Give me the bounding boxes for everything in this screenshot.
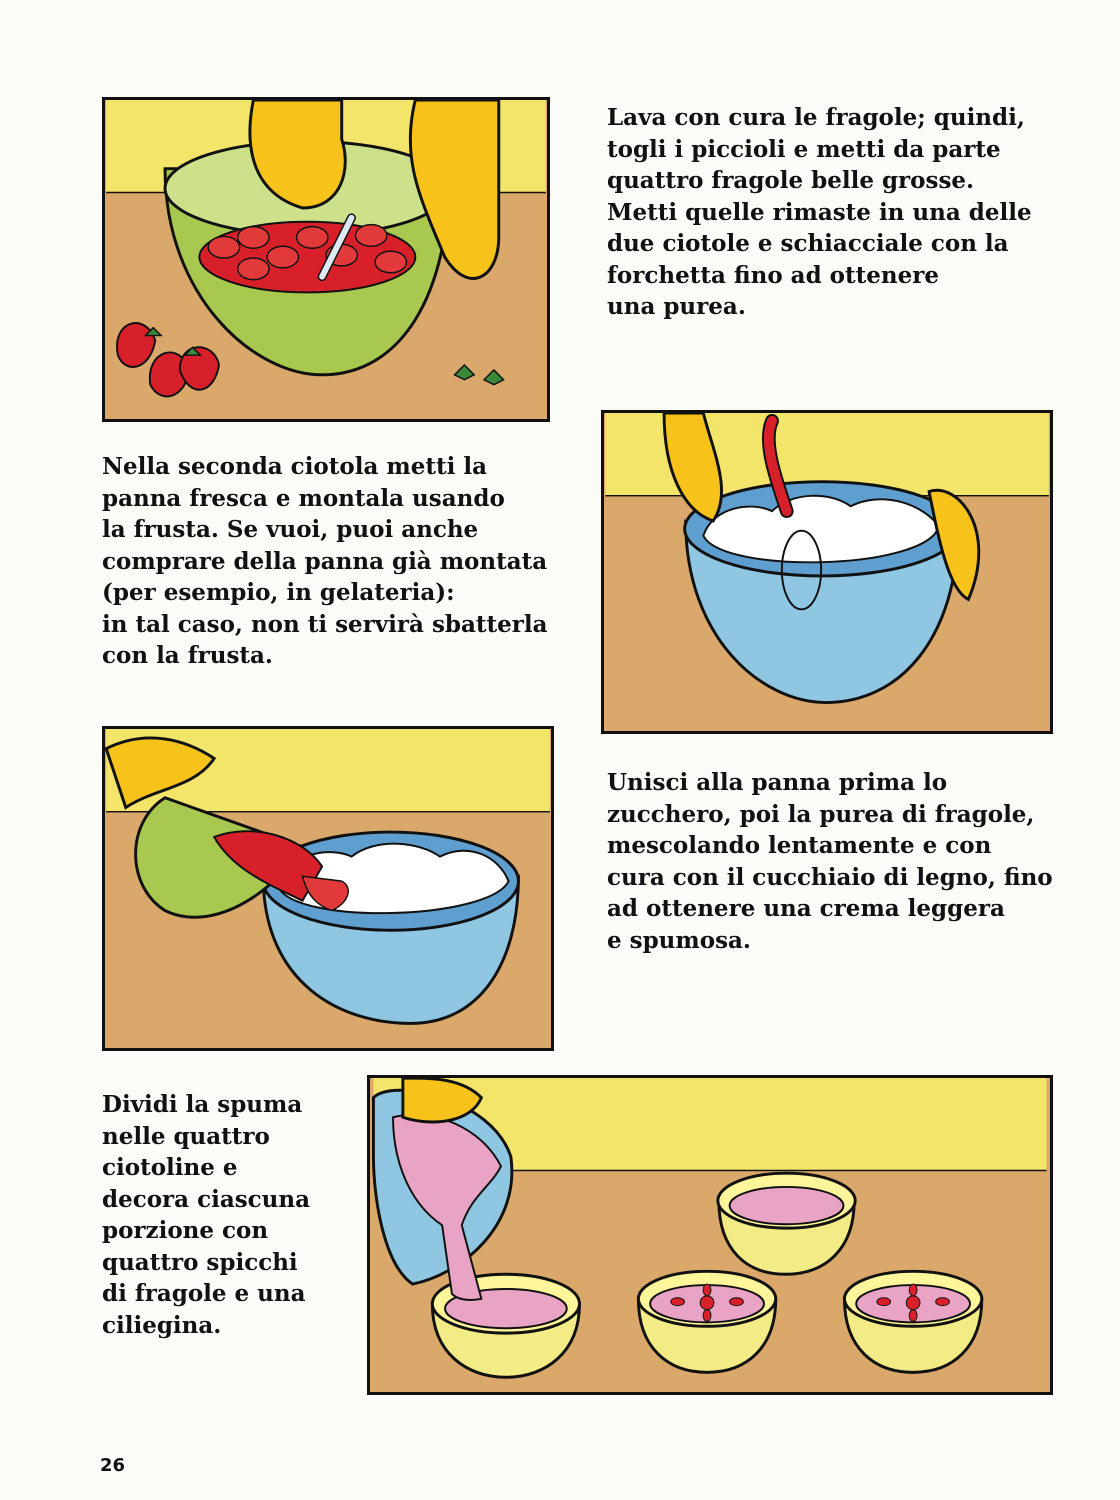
step-1-line: due ciotole e schiacciale con la (607, 230, 1009, 257)
illustration-mash-strawberries (102, 97, 550, 422)
illustration-serve-bowls (367, 1075, 1053, 1395)
page-number: 26 (100, 1455, 126, 1476)
step-2-line: (per esempio, in gelateria): (102, 579, 455, 606)
step-4-line: di fragole e una (102, 1280, 306, 1307)
step-2-line: in tal caso, non ti servirà sbatterla (102, 610, 548, 638)
step-3-text (607, 767, 1053, 956)
step-4-line: decora ciascuna (102, 1185, 311, 1213)
step-3-line: zucchero, poi la purea di fragole, (607, 800, 1035, 828)
step-4-line: ciotoline e (102, 1154, 238, 1181)
step-4-line: porzione con (102, 1217, 269, 1244)
step-3-line: ad ottenere una crema leggera (607, 895, 1005, 922)
step-4-line: quattro spicchi (102, 1248, 298, 1276)
step-1-line: Lava con cura le fragole; quindi, (607, 104, 1025, 131)
step-1-line: quattro fragole belle grosse. (607, 167, 975, 194)
step-4-line: nelle quattro (102, 1122, 270, 1150)
step-3-line: mescolando lentamente e con (607, 832, 992, 859)
illustration-whip-cream (601, 410, 1053, 734)
step-2-line: comprare della panna già montata (102, 547, 548, 575)
illustration-combine (102, 726, 554, 1051)
step-4-line: Dividi la spuma (102, 1091, 303, 1118)
step-1-line: togli i piccioli e metti da parte (607, 135, 1001, 163)
step-2-line: con la frusta. (102, 642, 273, 669)
step-2-line: la frusta. Se vuoi, puoi anche (102, 516, 479, 543)
step-1-line: Metti quelle rimaste in una delle (607, 198, 1032, 226)
step-1-line: forchetta fino ad ottenere (607, 261, 939, 289)
step-2-line: panna fresca e montala usando (102, 484, 505, 512)
step-2-line: Nella seconda ciotola metti la (102, 453, 487, 480)
step-4-line: ciliegina. (102, 1311, 222, 1339)
step-3-line: e spumosa. (607, 926, 751, 954)
step-1-text (607, 102, 1032, 323)
step-4-text (102, 1089, 310, 1341)
step-1-line: una purea. (607, 293, 746, 320)
step-3-line: Unisci alla panna prima lo (607, 769, 948, 796)
step-2-text (102, 451, 548, 672)
step-3-line: cura con il cucchiaio di legno, fino (607, 863, 1053, 891)
